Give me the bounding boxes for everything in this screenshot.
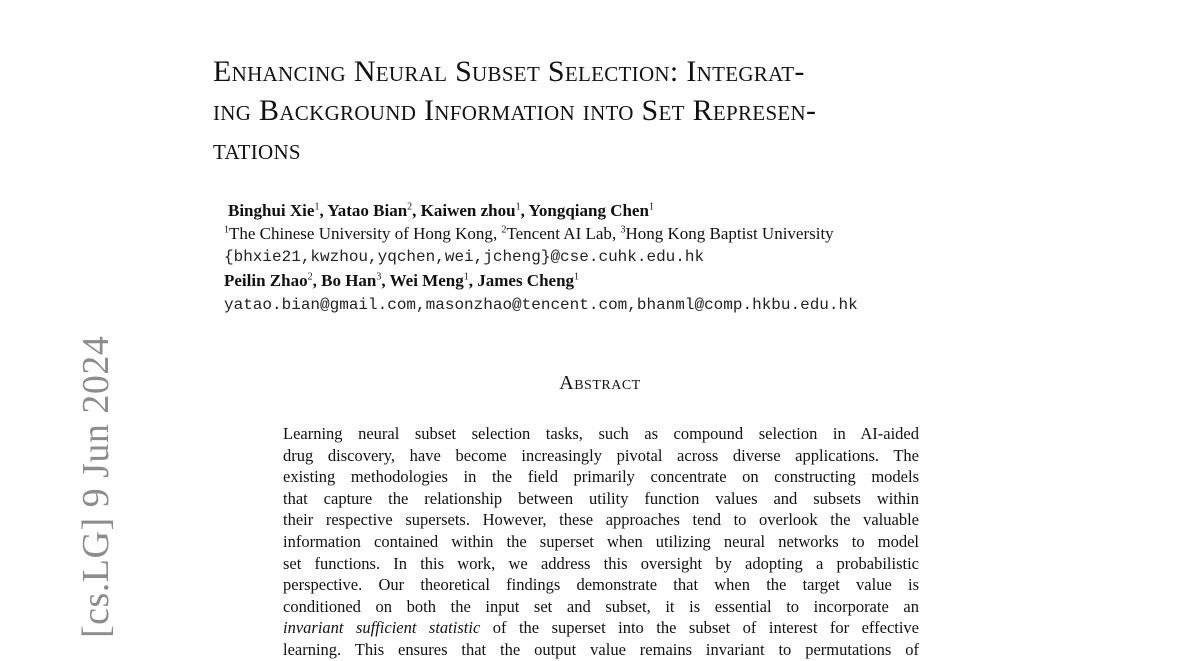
- author-name: Yatao Bian: [327, 201, 408, 220]
- paper-title: [213, 52, 1013, 169]
- author-list-primary: Binghui Xie$^1$, Yatao Bian$^2$, Kaiwen zhou$^1$, Yongqiang Chen$^1$: [228, 201, 654, 220]
- affiliation-mark: 3: [620, 224, 626, 236]
- affiliation-name: Hong Kong Baptist University: [625, 224, 834, 243]
- author-name: Wei Meng: [389, 271, 464, 290]
- abstract-line: [283, 617, 919, 639]
- author-affiliation-mark: 2: [407, 201, 413, 213]
- author-name: Bo Han: [321, 271, 377, 290]
- author-affiliation-mark: 1: [574, 271, 580, 283]
- arxiv-identifier-stamp: [cs.LG] 9 Jun 2024: [75, 335, 117, 638]
- title-line: tations: [213, 133, 301, 166]
- author-affiliation-mark: 2: [307, 271, 313, 283]
- abstract-line: conditioned on both the input set and subset, it is essential to incorporate an: [283, 596, 919, 616]
- abstract-body: [283, 423, 919, 661]
- affiliation-mark: 2: [501, 224, 507, 236]
- abstract-line: Learning neural subset selection tasks, such as compound selection in AI-aided: [283, 424, 919, 443]
- author-name: Kaiwen zhou: [420, 201, 516, 220]
- author-affiliation-mark: 1: [648, 201, 654, 213]
- author-name: Yongqiang Chen: [528, 201, 649, 220]
- email-line-other: yatao.bian@gmail.com,masonzhao@tencent.com,bhanml@comp.hkbu.edu.hk: [224, 296, 858, 314]
- author-affiliation-mark: 1: [314, 201, 320, 213]
- author-name: Binghui Xie: [228, 201, 315, 220]
- abstract-line-text: of the superset into the subset of interest for effective: [480, 618, 919, 638]
- abstract-line: drug discovery, have become increasingly pivotal across diverse applications. The: [283, 445, 919, 465]
- abstract-line: information contained within the superset when utilizing neural networks to model: [283, 531, 919, 551]
- affiliation-name: The Chinese University of Hong Kong: [229, 224, 493, 243]
- abstract-heading: Abstract: [559, 372, 641, 394]
- author-affiliation-mark: 3: [376, 271, 382, 283]
- affiliation-mark: 1: [224, 224, 229, 236]
- affiliation-name: Tencent AI Lab: [506, 224, 612, 243]
- affiliation-line: $^1$The Chinese University of Hong Kong, $^2$Tencent AI Lab, $^3$Hong Kong Baptist University: [224, 224, 834, 243]
- email-line-cuhk: {bhxie21,kwzhou,yqchen,wei,jcheng}@cse.cuhk.edu.hk: [224, 248, 705, 266]
- title-line: Enhancing Neural Subset Selection: Integrat-: [213, 55, 805, 88]
- abstract-italic-term: invariant sufficient statistic: [283, 618, 481, 638]
- abstract-line: learning. This ensures that the output value remains invariant to permutations of: [283, 639, 919, 659]
- author-affiliation-mark: 1: [515, 201, 521, 213]
- author-affiliation-mark: 1: [463, 271, 469, 283]
- abstract-line: existing methodologies in the field primarily concentrate on constructing models: [283, 467, 919, 487]
- title-line: ing Background Information into Set Represen-: [213, 94, 817, 127]
- author-name: James Cheng: [477, 271, 575, 290]
- abstract-line: set functions. In this work, we address this oversight by adopting a probabilistic: [283, 553, 919, 573]
- abstract-line: perspective. Our theoretical findings demonstrate that when the target value is: [283, 575, 919, 595]
- abstract-line: that capture the relationship between utility function values and subsets within: [283, 488, 919, 508]
- abstract-line: their respective supersets. However, these approaches tend to overlook the valuable: [283, 510, 919, 530]
- author-name: Peilin Zhao: [224, 271, 308, 290]
- author-list-secondary: Peilin Zhao$^2$, Bo Han$^3$, Wei Meng$^1$, James Cheng$^1$: [224, 271, 580, 290]
